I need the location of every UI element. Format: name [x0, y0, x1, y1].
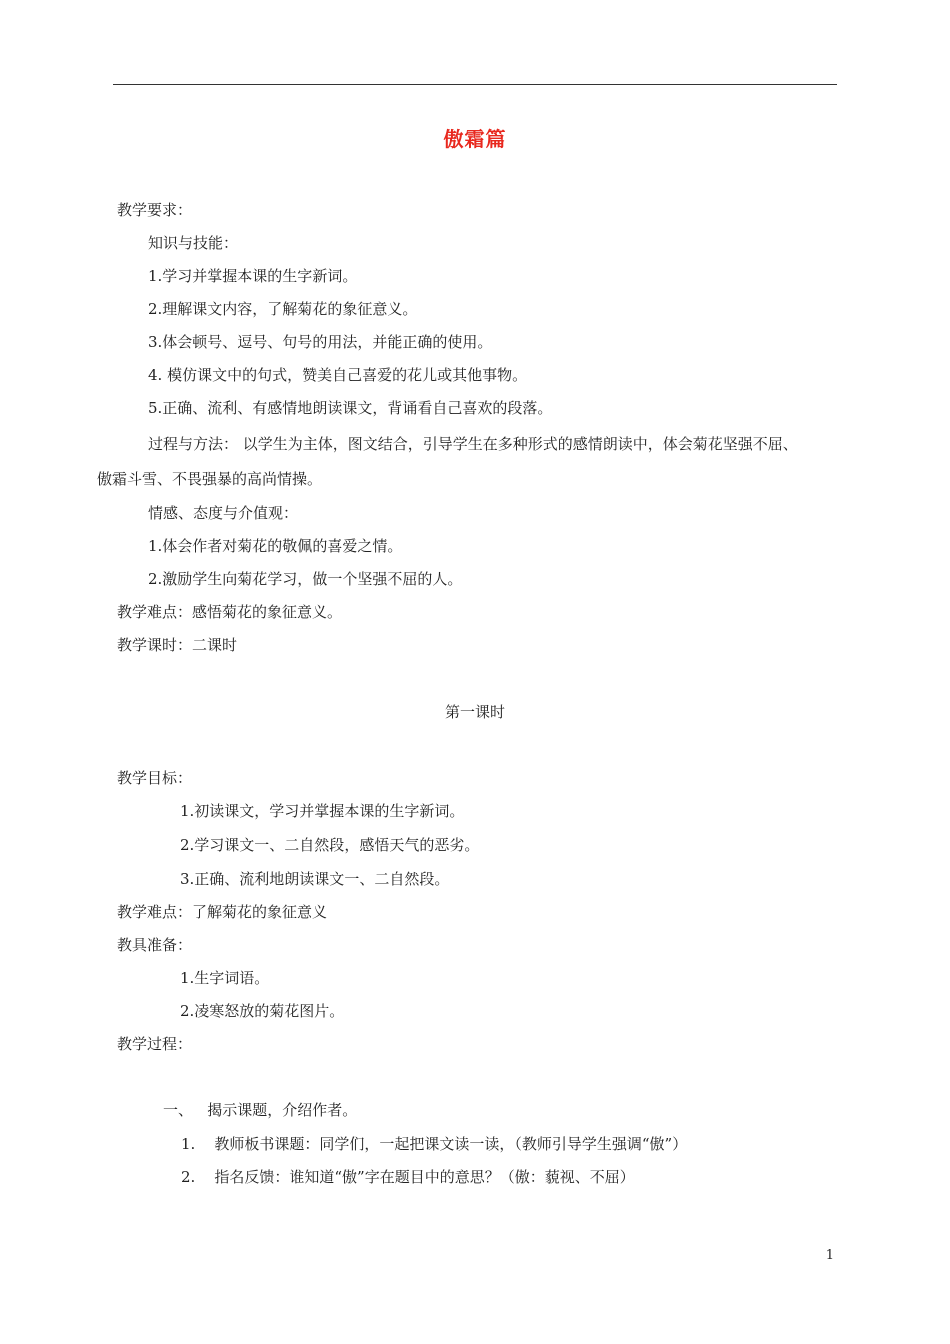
section-heading-requirements: 教学要求： [117, 201, 193, 219]
section-heading-process: 教学过程： [117, 1035, 193, 1053]
list-item: 2.学习课文一、二自然段，感悟天气的恶劣。 [180, 836, 480, 854]
lesson-heading: 第一课时 [444, 703, 505, 721]
teaching-hours: 教学课时：二课时 [117, 636, 238, 654]
list-item: 2.激励学生向菊花学习，做一个坚强不屈的人。 [148, 570, 463, 588]
subheading-emotion-values: 情感、态度与介值观： [148, 504, 299, 522]
header-rule [113, 84, 837, 85]
subheading-knowledge-skills: 知识与技能： [148, 234, 239, 252]
list-item: 2.理解课文内容，了解菊花的象征意义。 [148, 300, 418, 318]
document-title: 傲霜篇 [443, 127, 507, 151]
process-step-item: 2. 指名反馈：谁知道“傲”字在题目中的意思？（傲：藐视、不屈） [181, 1168, 635, 1186]
process-step-item: 1. 教师板书课题：同学们，一起把课文读一读，（教师引导学生强调“傲”） [181, 1135, 688, 1153]
teaching-difficulty: 教学难点：了解菊花的象征意义 [117, 903, 328, 921]
teaching-difficulty: 教学难点：感悟菊花的象征意义。 [117, 603, 343, 621]
section-heading-materials: 教具准备： [117, 936, 193, 954]
list-item: 1.学习并掌握本课的生字新词。 [148, 267, 358, 285]
list-item: 1.生字词语。 [180, 969, 270, 987]
list-item: 1.体会作者对菊花的敬佩的喜爱之情。 [148, 537, 403, 555]
page-number: 1 [825, 1248, 834, 1263]
list-item: 2.凌寒怒放的菊花图片。 [180, 1002, 345, 1020]
list-item: 4. 模仿课文中的句式，赞美自己喜爱的花儿或其他事物。 [148, 366, 528, 384]
paragraph-process-methods: 过程与方法： 以学生为主体，图文结合，引导学生在多种形式的感情朗读中，体会菊花坚强不屈、 [148, 435, 798, 453]
process-step-heading: 一、 揭示课题，介绍作者。 [163, 1101, 358, 1119]
paragraph-continuation: 傲霜斗雪、不畏强暴的高尚情操。 [97, 470, 323, 488]
section-heading-objectives: 教学目标： [117, 769, 193, 787]
list-item: 5.正确、流利、有感情地朗读课文，背诵看自己喜欢的段落。 [148, 399, 553, 417]
list-item: 3.正确、流利地朗读课文一、二自然段。 [180, 870, 450, 888]
list-item: 1.初读课文，学习并掌握本课的生字新词。 [180, 802, 465, 820]
list-item: 3.体会顿号、逗号、句号的用法，并能正确的使用。 [148, 333, 493, 351]
